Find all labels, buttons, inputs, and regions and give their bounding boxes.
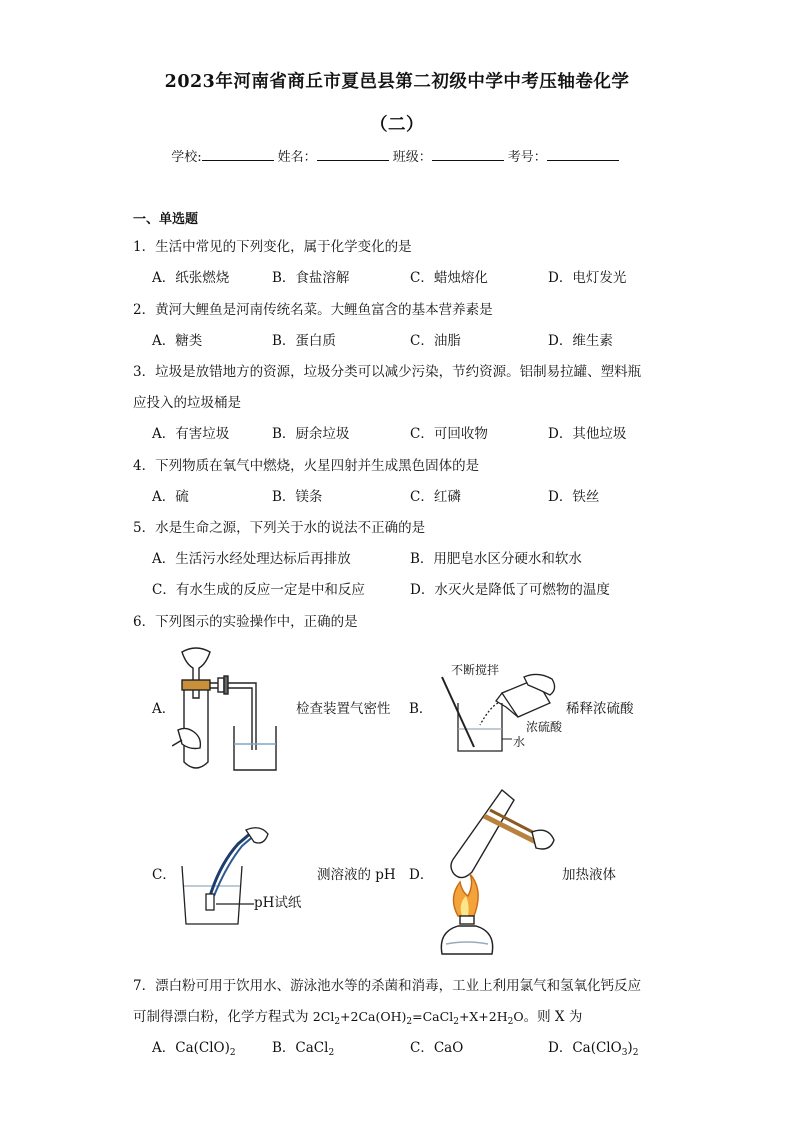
q3-option-d[interactable]: D．其他垃圾 (548, 426, 627, 442)
q1-option-c[interactable]: C．蜡烛熔化 (410, 270, 488, 286)
page-title: 2023年河南省商丘市夏邑县第二初级中学中考压轴卷化学 (164, 72, 630, 92)
question-3-stem: 3．垃圾是放错地方的资源，垃圾分类可以减少污染，节约资源。铝制易拉罐、塑料瓶 (133, 364, 642, 380)
q4-option-a[interactable]: A．硫 (152, 489, 189, 505)
q6-option-b-letter[interactable]: B． (409, 701, 433, 717)
q6-option-c-caption: 测溶液的 pH (317, 867, 396, 883)
page-subtitle: （二） (370, 115, 424, 135)
q5-option-a[interactable]: A．生活污水经处理达标后再排放 (152, 551, 351, 567)
q7-option-c[interactable]: C．CaO (410, 1040, 464, 1056)
question-7-stem: 7．漂白粉可用于饮用水、游泳池水等的杀菌和消毒，工业上利用氯气和氢氧化钙反应 (133, 978, 642, 994)
q6-option-d-caption: 加热液体 (562, 867, 616, 883)
dilute-sulfuric-acid-illustration (440, 673, 562, 755)
question-3-stem-line2: 应投入的垃圾桶是 (133, 395, 241, 411)
q4-option-c[interactable]: C．红磷 (410, 489, 461, 505)
q6-option-b-caption: 稀释浓硫酸 (566, 701, 634, 717)
q6-b-acid-label: 浓硫酸 (526, 720, 563, 734)
q7-option-a[interactable]: A．$Ca(ClO)_2$ (152, 1040, 236, 1058)
class-blank[interactable] (432, 148, 504, 161)
class-label: 班级： (392, 150, 432, 165)
exam-no-blank[interactable] (547, 148, 619, 161)
q3-option-c[interactable]: C．可回收物 (410, 426, 488, 442)
q6-option-d-letter[interactable]: D． (409, 867, 434, 883)
airtightness-check-illustration (172, 646, 282, 774)
school-blank[interactable] (202, 148, 274, 161)
q6-c-ph-paper-label: pH试纸 (254, 895, 302, 911)
ph-test-illustration (176, 824, 272, 930)
q7-stem-prefix: 可制得漂白粉，化学方程式为 (133, 1009, 313, 1025)
q6-option-a-letter[interactable]: A． (152, 701, 176, 717)
q2-option-d[interactable]: D．维生素 (548, 333, 613, 349)
q1-option-d[interactable]: D．电灯发光 (548, 270, 627, 286)
q6-option-a-caption: 检查装置气密性 (296, 701, 391, 717)
q3-option-b[interactable]: B．厨余垃圾 (272, 426, 350, 442)
q3-option-a[interactable]: A．有害垃圾 (152, 426, 230, 442)
q7-stem-suffix: 。则 X 为 (523, 1009, 583, 1025)
name-label: 姓名： (277, 150, 317, 165)
question-4-stem: 4．下列物质在氧气中燃烧，火星四射并生成黑色固体的是 (133, 458, 480, 474)
q7-option-b[interactable]: B．CaCl$_2$ (272, 1040, 335, 1058)
q5-option-c[interactable]: C．有水生成的反应一定是中和反应 (152, 582, 365, 598)
student-info-line (0, 146, 794, 165)
q5-option-b[interactable]: B．用肥皂水区分硬水和软水 (410, 551, 582, 567)
q5-option-d[interactable]: D．水灭火是降低了可燃物的温度 (410, 582, 610, 598)
q6-option-c-letter[interactable]: C． (152, 867, 176, 883)
q2-option-b[interactable]: B．蛋白质 (272, 333, 336, 349)
q1-option-a[interactable]: A．纸张燃烧 (152, 270, 230, 286)
question-1-stem: 1．生活中常见的下列变化，属于化学变化的是 (133, 239, 412, 255)
question-5-stem: 5．水是生命之源，下列关于水的说法不正确的是 (133, 520, 426, 536)
q1-option-b[interactable]: B．食盐溶解 (272, 270, 350, 286)
section-heading: 一、单选题 (133, 212, 199, 227)
q7-equation: $2Cl_2+2Ca(OH)_2=CaCl_2+X+2H_2O$ (312, 1009, 524, 1027)
exam-no-label: 考号： (507, 150, 547, 165)
name-blank[interactable] (317, 148, 389, 161)
q6-b-stir-label: 不断搅拌 (451, 663, 500, 677)
q6-b-water-label: 水 (513, 735, 526, 749)
q4-option-d[interactable]: D．铁丝 (548, 489, 600, 505)
question-2-stem: 2．黄河大鲤鱼是河南传统名菜。大鲤鱼富含的基本营养素是 (133, 302, 493, 318)
question-6-stem: 6．下列图示的实验操作中，正确的是 (133, 614, 358, 630)
q4-option-b[interactable]: B．镁条 (272, 489, 323, 505)
q2-option-c[interactable]: C．油脂 (410, 333, 461, 349)
heating-liquid-illustration (432, 786, 556, 958)
q7-option-d[interactable]: D．$Ca(ClO_3)_2$ (548, 1040, 639, 1058)
q2-option-a[interactable]: A．糖类 (152, 333, 203, 349)
question-7-stem-line2 (133, 1005, 582, 1025)
school-label: 学校: (171, 150, 202, 165)
